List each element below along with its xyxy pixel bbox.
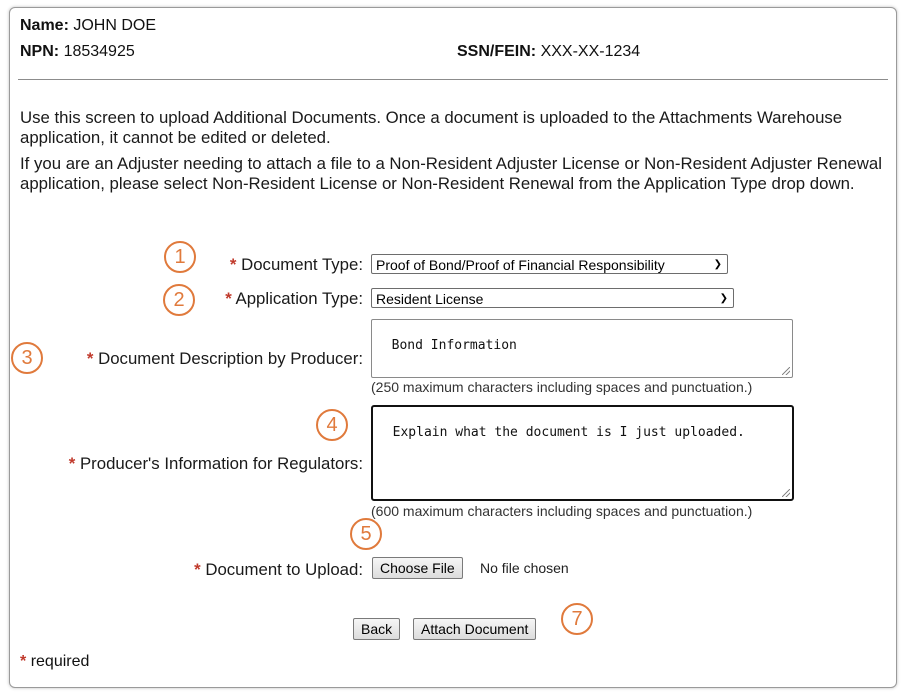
intro-paragraph-1: Use this screen to upload Additional Documents. Once a document is uploaded to the Attachments Warehouse application, it cannot be edited or deleted. bbox=[20, 108, 843, 147]
document-type-label bbox=[230, 255, 363, 275]
name-value: JOHN DOE bbox=[73, 17, 157, 34]
regulators-info-label-text: Producer's Information for Regulators: bbox=[79, 454, 363, 473]
ssn-value: XXX-XX-1234 bbox=[540, 43, 641, 60]
application-type-label-text: Application Type: bbox=[235, 289, 363, 308]
required-star: * bbox=[229, 255, 237, 274]
upload-label-text: Document to Upload: bbox=[205, 560, 363, 579]
file-status: No file chosen bbox=[480, 560, 569, 576]
required-star: * bbox=[225, 289, 232, 308]
application-type-label bbox=[225, 289, 363, 309]
resize-grip-icon[interactable] bbox=[782, 489, 790, 497]
annotation-2: 2 bbox=[163, 284, 195, 316]
regulators-info-textarea[interactable] bbox=[371, 405, 794, 501]
chevron-down-icon: ❯ bbox=[713, 259, 722, 270]
annotation-1: 1 bbox=[164, 241, 196, 273]
attach-document-button[interactable]: Attach Document bbox=[413, 618, 536, 640]
npn-label: NPN: bbox=[20, 43, 60, 60]
header-divider bbox=[18, 79, 888, 80]
application-type-selected: Resident License bbox=[376, 291, 484, 307]
regulators-info-value: Explain what the document is I just uploaded. bbox=[392, 425, 745, 440]
required-star: * bbox=[86, 349, 94, 368]
back-button[interactable]: Back bbox=[353, 618, 400, 640]
description-hint: (250 maximum characters including spaces and punctuation.) bbox=[371, 379, 753, 395]
document-type-select[interactable] bbox=[371, 254, 728, 274]
regulators-info-label bbox=[69, 454, 363, 474]
regulators-info-hint: (600 maximum characters including spaces and punctuation.) bbox=[371, 503, 753, 519]
application-type-select[interactable] bbox=[371, 288, 734, 308]
intro-paragraph-2: If you are an Adjuster needing to attach a file to a Non-Resident Adjuster License or Non-Resident Adjuster Renewal application, please select Non-Resident License or Non-Resident Renewal from the Application Type drop down. bbox=[20, 154, 882, 193]
name-label: Name: bbox=[20, 17, 69, 34]
required-note-star: * bbox=[20, 653, 27, 670]
chevron-down-icon: ❯ bbox=[719, 293, 728, 304]
required-star: * bbox=[194, 560, 201, 579]
upload-label bbox=[194, 560, 363, 580]
required-note-text: required bbox=[30, 653, 90, 670]
required-star: * bbox=[68, 454, 76, 473]
annotation-3: 3 bbox=[11, 342, 43, 374]
description-value: Bond Information bbox=[391, 338, 517, 353]
annotation-5: 5 bbox=[350, 518, 382, 550]
choose-file-button[interactable]: Choose File bbox=[372, 557, 463, 579]
ssn-row bbox=[457, 43, 640, 61]
document-type-selected: Proof of Bond/Proof of Financial Responsibility bbox=[376, 257, 665, 273]
ssn-label: SSN/FEIN: bbox=[457, 43, 537, 60]
resize-grip-icon[interactable] bbox=[782, 367, 790, 375]
name-row bbox=[20, 17, 156, 35]
document-type-label-text: Document Type: bbox=[241, 255, 363, 274]
npn-row bbox=[20, 43, 135, 61]
description-label-text: Document Description by Producer: bbox=[98, 349, 363, 368]
npn-value: 18534925 bbox=[63, 43, 135, 60]
required-note bbox=[20, 653, 89, 671]
annotation-4: 4 bbox=[316, 409, 348, 441]
description-textarea[interactable] bbox=[371, 319, 793, 378]
annotation-7: 7 bbox=[561, 603, 593, 635]
description-label bbox=[87, 349, 363, 369]
